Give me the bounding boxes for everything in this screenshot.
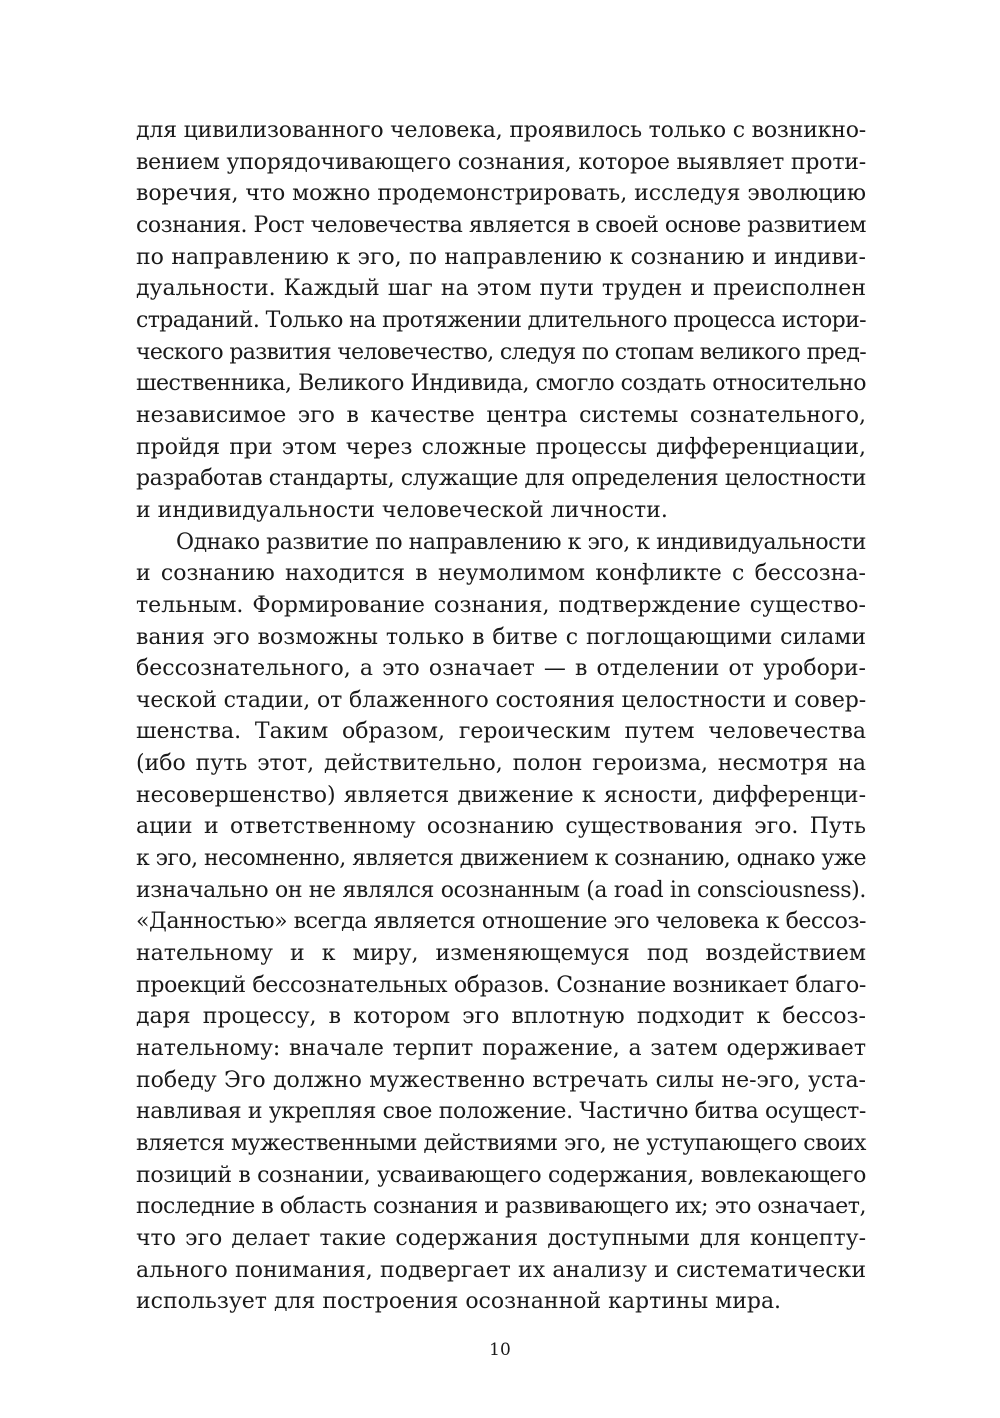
text-line: ческого развития человечество, следуя по стопам великого пред-	[136, 339, 866, 365]
text-line: страданий. Только на протяжении длительного процесса истори-	[136, 307, 867, 333]
text-line: Однако развитие по направлению к эго, к индивидуальности	[176, 529, 866, 555]
text-line: вания эго возможны только в битве с поглощающими силами	[136, 624, 866, 650]
text-line: ации и ответственному осознанию существования эго. Путь	[136, 814, 866, 840]
text-line: проекций бессознательных образов. Сознание возникает благо-	[136, 972, 866, 998]
text-line: даря процессу, в котором эго вплотную подходит к бессоз-	[136, 1004, 866, 1030]
text-line: позиций в сознании, усваивающего содержания, вовлекающего	[136, 1162, 866, 1188]
text-line: сознания. Рост человечества является в своей основе развитием	[136, 212, 866, 238]
text-line: навливая и укрепляя свое положение. Частично битва осущест-	[136, 1099, 866, 1125]
text-line: вением упорядочивающего сознания, которое выявляет проти-	[136, 149, 866, 175]
text-line: ального понимания, подвергает их анализу и систематически	[136, 1257, 866, 1283]
text-line: (ибо путь этот, действительно, полон героизма, несмотря на	[136, 751, 866, 777]
text-line: использует для построения осознанной картины мира.	[136, 1289, 782, 1315]
text-line: несовершенство) является движение к ясности, дифференци-	[136, 782, 866, 808]
text-line: бессознательного, а это означает — в отделении от уробори-	[136, 656, 866, 682]
text-line: независимое эго в качестве центра системы сознательного,	[136, 402, 866, 428]
page-number: 10	[489, 1340, 511, 1360]
text-line: ческой стадии, от блаженного состояния целостности и совер-	[136, 687, 866, 713]
text-line: тельным. Формирование сознания, подтверждение существо-	[136, 592, 866, 618]
text-line: шественника, Великого Индивида, смогло создать относительно	[136, 371, 866, 397]
text-line: изначально он не являлся осознанным (a road in consciousness).	[136, 877, 866, 903]
text-line: последние в область сознания и развивающего их; это означает,	[136, 1194, 866, 1220]
body-text	[136, 115, 866, 1318]
text-line: к эго, несомненно, является движением к сознанию, однако уже	[136, 846, 866, 872]
text-line: вляется мужественными действиями эго, не уступающего своих	[136, 1131, 866, 1156]
paragraph-2	[136, 527, 866, 1318]
text-line: и сознанию находится в неумолимом конфликте с бессозна-	[136, 561, 866, 587]
text-line: «Данностью» всегда является отношение эго человека к бессоз-	[136, 909, 866, 935]
text-line: победу Эго должно мужественно встречать силы не-эго, уста-	[136, 1067, 866, 1093]
text-line: нательному: вначале терпит поражение, а затем одерживает	[136, 1036, 866, 1062]
text-line: для цивилизованного человека, проявилось только с возникно-	[136, 118, 866, 143]
text-line: пройдя при этом через сложные процессы дифференциации,	[136, 434, 866, 460]
text-line: разработав стандарты, служащие для определения целостности	[136, 466, 866, 492]
text-line: по направлению к эго, по направлению к сознанию и индиви-	[136, 244, 866, 270]
text-line: воречия, что можно продемонстрировать, исследуя эволюцию	[136, 181, 866, 207]
text-line: нательному и к миру, изменяющемуся под воздействием	[136, 941, 866, 967]
text-line: и индивидуальности человеческой личности.	[136, 497, 668, 523]
text-line: дуальности. Каждый шаг на этом пути труден и преисполнен	[136, 276, 866, 302]
text-line: что эго делает такие содержания доступными для концепту-	[136, 1225, 866, 1251]
paragraph-1	[136, 115, 866, 527]
text-line: шенства. Таким образом, героическим путем человечества	[136, 719, 866, 745]
